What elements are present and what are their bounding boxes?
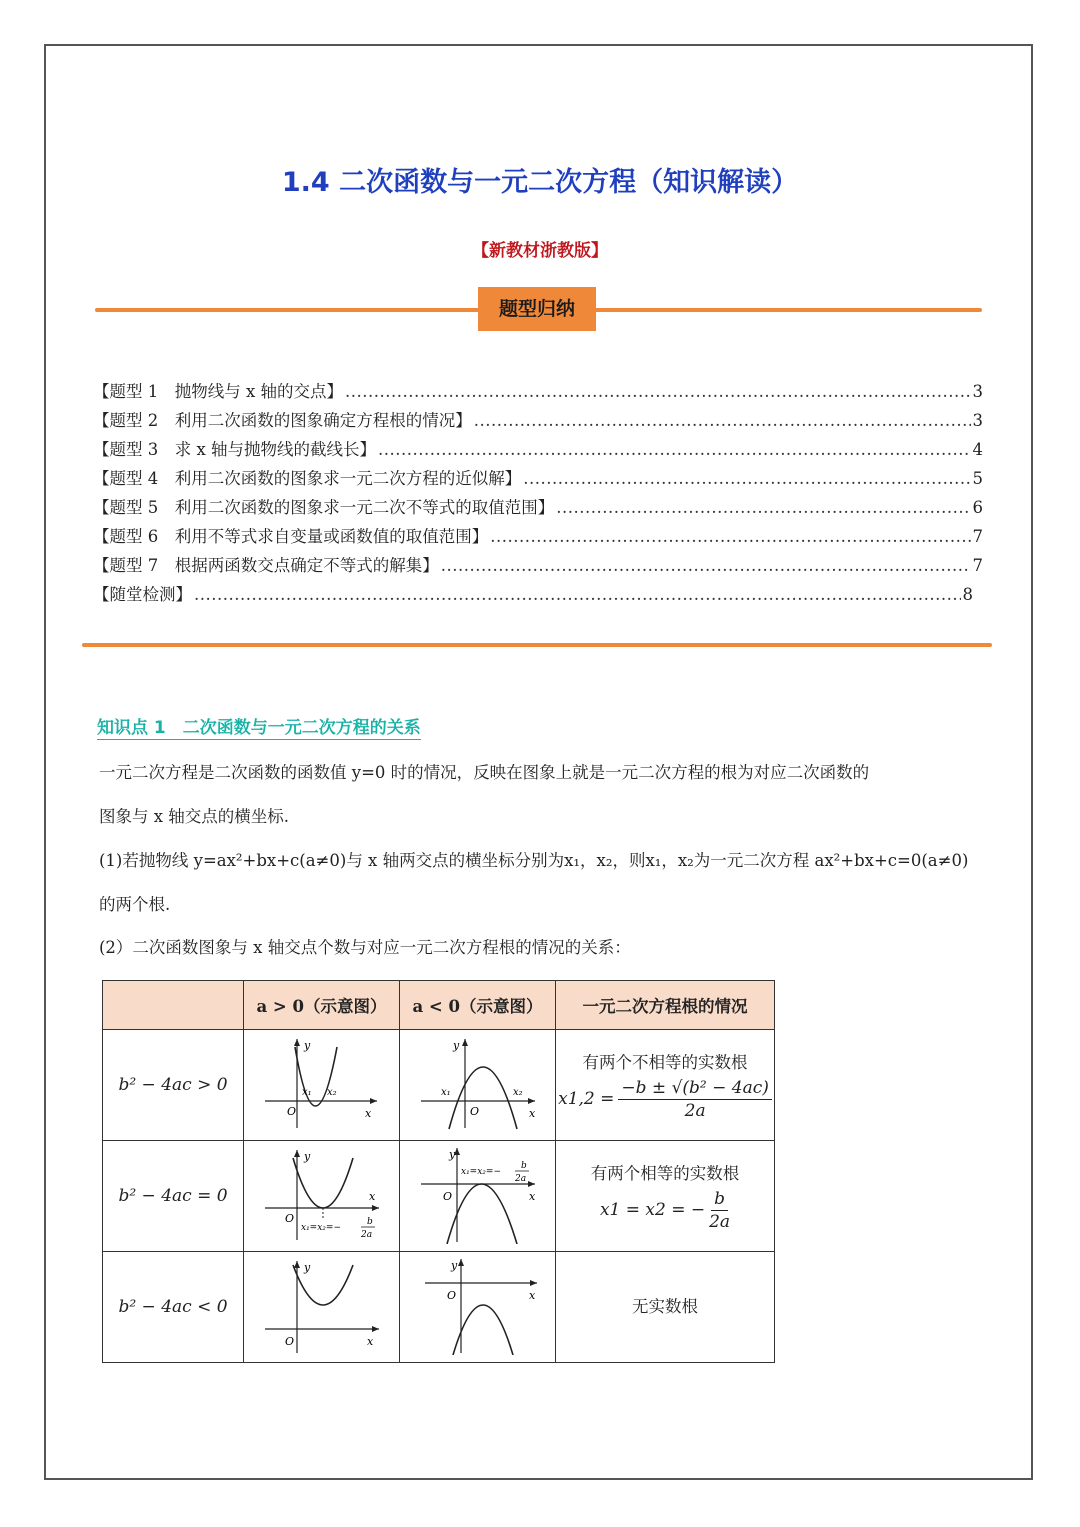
svg-text:y: y: [450, 1259, 457, 1272]
svg-text:x₂: x₂: [512, 1087, 523, 1098]
graph-cell: [244, 1252, 400, 1363]
svg-text:x: x: [364, 1107, 371, 1120]
table-header-cell: 一元二次方程根的情况: [556, 981, 775, 1030]
paragraph-line: 图象与 x 轴交点的横坐标.: [99, 807, 290, 826]
parabola-up-no-root-graph: [257, 1255, 387, 1355]
toc-item[interactable]: 【随堂检测】 ..... 8: [93, 581, 973, 610]
toc-bottom-divider: [82, 643, 992, 647]
svg-text:O: O: [442, 1190, 452, 1203]
toc-item[interactable]: 【题型 3 求 x 轴与抛物线的截线长】 ..... 4: [93, 436, 983, 465]
section-divider-right: [594, 308, 982, 312]
svg-text:x: x: [368, 1190, 375, 1203]
roots-text: 无实数根: [632, 1297, 698, 1316]
svg-text:y: y: [448, 1148, 455, 1161]
page-title: 1.4 二次函数与一元二次方程（知识解读）: [281, 167, 799, 198]
parabola-up-one-root-graph: [257, 1144, 387, 1244]
edition-subtitle: 【新教材浙教版】: [472, 241, 608, 261]
toc-item[interactable]: 【题型 4 利用二次函数的图象求一元二次方程的近似解】 ..... 5: [93, 465, 983, 494]
toc-item[interactable]: 【题型 2 利用二次函数的图象确定方程根的情况】 ..... 3: [93, 407, 983, 436]
formula-numerator: −b ± √(b² − 4ac): [618, 1077, 772, 1100]
roots-formula: [558, 1077, 772, 1122]
formula-fraction: [618, 1077, 772, 1122]
svg-text:O: O: [469, 1105, 479, 1118]
paragraph-line: (2）二次函数图象与 x 轴交点个数与对应一元二次方程根的情况的关系：: [99, 938, 631, 957]
roots-description-cell: [556, 1030, 775, 1141]
section-tag: 题型归纳: [478, 287, 596, 331]
discriminant-condition: b² − 4ac < 0: [103, 1252, 244, 1363]
table-row: [103, 1141, 775, 1252]
formula-lhs: x1 = x2 = −: [599, 1200, 706, 1220]
formula-denominator: 2a: [684, 1100, 706, 1121]
paragraph-line: 一元二次方程是二次函数的函数值 y=0 时的情况，反映在图象上就是一元二次方程的根为对应二次函数的: [99, 763, 870, 782]
roots-formula: [600, 1188, 730, 1233]
svg-text:x: x: [528, 1107, 535, 1120]
svg-text:x: x: [366, 1335, 373, 1348]
svg-text:2a: 2a: [514, 1174, 526, 1184]
svg-text:y: y: [303, 1039, 310, 1052]
discriminant-condition: b² − 4ac = 0: [103, 1141, 244, 1252]
parabola-down-two-roots-graph: [413, 1033, 543, 1133]
svg-text:b: b: [366, 1217, 373, 1227]
svg-text:y: y: [303, 1261, 310, 1274]
roots-description-cell: [556, 1141, 775, 1252]
graph-cell: [400, 1141, 556, 1252]
table-header-cell: a < 0（示意图）: [400, 981, 556, 1030]
formula-denominator: 2a: [709, 1211, 731, 1232]
table-of-contents: [93, 378, 983, 610]
svg-text:x₁=x₂=−: x₁=x₂=−: [460, 1167, 501, 1177]
parabola-up-two-roots-graph: [257, 1033, 387, 1133]
svg-text:x: x: [528, 1190, 535, 1203]
graph-cell: [244, 1141, 400, 1252]
toc-item[interactable]: 【题型 1 抛物线与 x 轴的交点】 ..... 3: [93, 378, 983, 407]
table-row: [103, 1030, 775, 1141]
svg-text:O: O: [446, 1289, 456, 1302]
roots-relation-table: [102, 980, 775, 1363]
table-header-cell: a > 0（示意图）: [244, 981, 400, 1030]
svg-text:O: O: [286, 1105, 296, 1118]
svg-text:y: y: [303, 1150, 310, 1163]
table-header-cell: [103, 981, 244, 1030]
section-divider-left: [95, 308, 480, 312]
knowledge-point-title: 知识点 1 二次函数与一元二次方程的关系: [97, 713, 421, 740]
svg-text:O: O: [284, 1335, 294, 1348]
discriminant-condition: b² − 4ac > 0: [103, 1030, 244, 1141]
svg-text:O: O: [284, 1212, 294, 1225]
svg-text:y: y: [452, 1039, 459, 1052]
roots-description-cell: [556, 1252, 775, 1363]
formula-fraction: [709, 1188, 730, 1233]
parabola-down-no-root-graph: [413, 1255, 543, 1355]
formula-numerator: b: [711, 1188, 728, 1211]
svg-text:x: x: [528, 1289, 535, 1302]
roots-text: 有两个不相等的实数根: [582, 1052, 748, 1072]
graph-cell: [244, 1030, 400, 1141]
svg-text:x₁: x₁: [440, 1087, 451, 1098]
toc-item[interactable]: 【题型 5 利用二次函数的图象求一元二次不等式的取值范围】 ..... 6: [93, 494, 983, 523]
toc-item[interactable]: 【题型 6 利用不等式求自变量或函数值的取值范围】 ..... 7: [93, 523, 983, 552]
svg-text:x₂: x₂: [326, 1087, 337, 1098]
graph-cell: [400, 1030, 556, 1141]
toc-item[interactable]: 【题型 7 根据两函数交点确定不等式的解集】 ..... 7: [93, 552, 983, 581]
svg-text:x₁=x₂=−: x₁=x₂=−: [300, 1223, 341, 1233]
table-header-row: [103, 981, 775, 1030]
formula-lhs: x1,2 =: [558, 1089, 615, 1109]
paragraph-line: 的两个根.: [99, 895, 171, 914]
roots-text: 有两个相等的实数根: [590, 1163, 740, 1183]
table-row: [103, 1252, 775, 1363]
parabola-down-one-root-graph: [413, 1144, 543, 1244]
graph-cell: [400, 1252, 556, 1363]
paragraph-line: (1)若抛物线 y=ax²+bx+c(a≠0)与 x 轴两交点的横坐标分别为x₁，x₂，则x₁，x₂为一元二次方程 ax²+bx+c=0(a≠0): [99, 851, 969, 870]
svg-text:2a: 2a: [360, 1230, 372, 1240]
svg-text:b: b: [520, 1161, 527, 1171]
svg-text:x₁: x₁: [301, 1087, 312, 1098]
